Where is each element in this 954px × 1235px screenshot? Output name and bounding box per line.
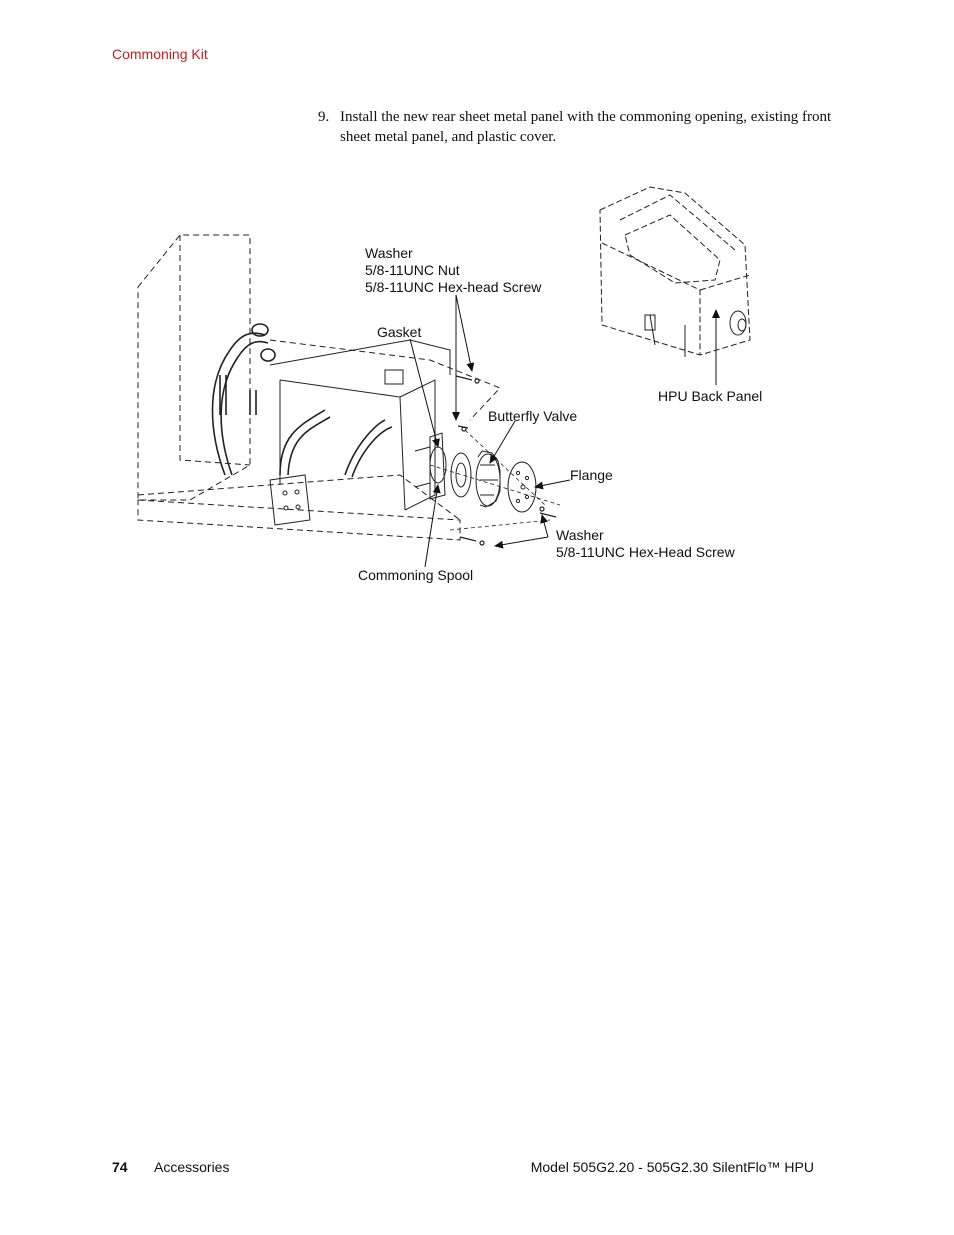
plumbing-drawing <box>213 324 393 477</box>
exploded-view-drawing <box>130 175 830 595</box>
label-screw-bottom: 5/8-11UNC Hex-Head Screw <box>556 544 735 560</box>
manifold-drawing <box>270 475 310 525</box>
label-washer-bottom: Washer <box>556 527 604 543</box>
running-header: Commoning Kit <box>112 46 208 62</box>
page-number: 74 <box>112 1159 128 1175</box>
commoning-kit-figure <box>130 175 830 595</box>
hpu-enclosure-drawing <box>600 187 750 355</box>
gasket-drawing <box>451 453 471 497</box>
label-gasket: Gasket <box>377 324 422 340</box>
label-hpu-back-panel: HPU Back Panel <box>658 388 763 404</box>
instruction-step <box>318 107 838 147</box>
label-nut-top: 5/8-11UNC Nut <box>365 262 460 278</box>
label-butterfly-valve: Butterfly Valve <box>488 408 578 424</box>
flange-drawing <box>508 462 536 512</box>
label-flange: Flange <box>570 467 613 483</box>
footer-model: Model 505G2.20 - 505G2.30 SilentFlo™ HPU <box>530 1159 814 1175</box>
hardware-drawing <box>456 376 556 545</box>
commoning-spool-drawing <box>415 433 446 499</box>
footer-section: Accessories <box>154 1159 230 1175</box>
hpu-enclosure-solid <box>645 311 746 357</box>
label-washer-top: Washer <box>365 245 413 261</box>
step-number: 9. <box>318 109 330 125</box>
label-screw-top: 5/8-11UNC Hex-head Screw <box>365 279 542 295</box>
label-commoning-spool: Commoning Spool <box>358 567 474 583</box>
step-text: Install the new rear sheet metal panel with the commoning opening, existing front sheet metal panel, and plastic cover. <box>340 109 832 145</box>
